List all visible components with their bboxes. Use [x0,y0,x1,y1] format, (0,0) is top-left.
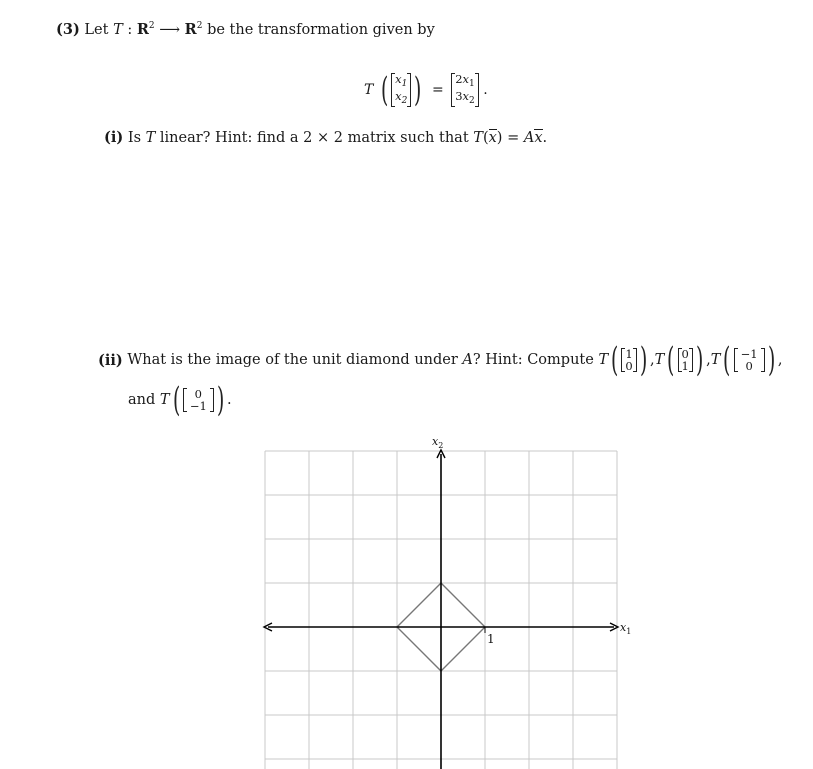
part-i-mid: linear? Hint: find a 2 × 2 matrix such that [159,130,469,146]
def-lhs-x1: $x_1$ [395,72,408,89]
colon: : [127,22,133,38]
paren: ) [695,340,704,380]
def-period: . [483,82,488,98]
paren: ( [723,340,731,380]
x-axis-label: $x_1$ [620,621,632,636]
T-3: T [710,352,721,368]
codomain-exp: 2 [196,21,203,31]
paren: ( [667,340,675,380]
domain-exp: 2 [148,21,155,31]
intro-pre: Let [84,22,109,38]
part-i-pre: Is [127,130,142,146]
part-i: (i) Is T linear? Hint: find a 2 × 2 matrix such that T(x) = Ax. [104,129,548,146]
maps-arrow: ⟶ [159,22,181,38]
y-axis-label: $x_2$ [432,435,444,450]
part-ii-hint: ? Hint: Compute [472,352,594,368]
and-word: and [128,392,156,408]
comma: , [649,352,655,368]
paren: ) [639,340,647,380]
vec-neg-e1-b: 0 [745,359,753,373]
period: . [227,392,232,408]
paren: ) [767,340,775,380]
def-lhs-fn: T [364,82,374,98]
part-i-eq-T: T [473,130,483,146]
part-i-T: T [145,130,156,146]
part-i-eq-equals: = [507,130,520,146]
part-i-eq-x: x [488,130,497,146]
comma: , [777,352,783,368]
part-i-label: (i) [104,129,124,146]
paren: ( [611,340,619,380]
vec-e2-b: 1 [681,359,689,373]
paren: ) [216,380,225,420]
paren: ( [172,380,180,420]
vec-neg-e1-a: −1 [740,347,758,361]
comma: , [706,352,711,368]
part-i-eq-A: A [523,130,535,146]
left-paren: ( [380,70,389,110]
intro-post: be the transformation given by [207,22,435,38]
part-i-eq-x2: x [534,130,543,146]
tick-label-1: 1 [487,632,495,646]
vec-e1-a: 1 [625,347,633,361]
domain-R: R [136,21,149,38]
part-ii-A: A [462,352,473,368]
def-equals: = [432,82,444,98]
transformation-symbol: T [113,22,123,38]
def-rhs-2x1: $2x_1$ [455,72,475,89]
vec-e2-a: 0 [681,347,689,361]
right-paren: ) [414,70,422,110]
problem-number: (3) [56,21,80,38]
T-1: T [598,352,609,368]
vec-neg-e2-a: 0 [194,387,202,401]
def-lhs-x2: $x_2$ [395,89,408,106]
part-ii-text: What is the image of the unit diamond under [127,352,458,368]
vec-neg-e2-b: −1 [189,399,207,413]
vec-e1-b: 0 [625,359,633,373]
part-ii-label: (ii) [98,351,123,369]
codomain-R: R [184,21,197,38]
T-2: T [654,352,665,368]
def-rhs-3x2: $3x_2$ [455,89,475,106]
T-4: T [159,392,170,408]
